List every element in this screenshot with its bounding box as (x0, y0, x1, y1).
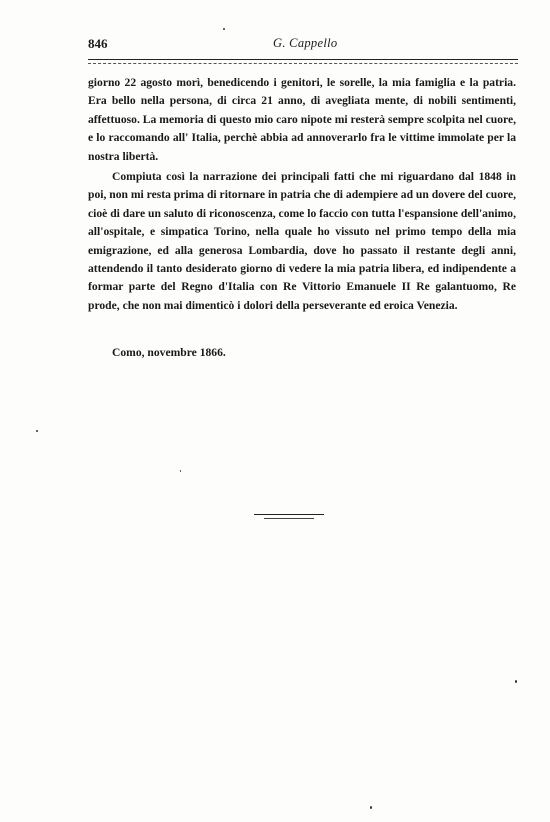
header-rule-thin (88, 63, 518, 64)
header-rule (88, 59, 518, 60)
paragraph-closing-remarks: Compiuta così la narrazione dei principali fatti che mi riguardano dal 1848 in poi, non mi resta prima di ritornare in patria che di adempiere ad un dovere del cuore, cioè di dare un saluto di riconoscenza, come lo faccio con tutta l'espansione dell'animo, all'ospitale, e simpatica Torino, nella quale ho vissuto nel primo tempo della mia emigrazione, ed alla generosa Lombardia, dove ho passato il restante degli anni, attendendo il tanto desiderato giorno di vedere la mia patria libera, ed indipendente a formar parte del Regno d'Italia con Re Vittorio Emanuele II Re galantuomo, Re prode, che non mai dimenticò i dolori della perseverante ed eroica Venezia. (88, 170, 516, 312)
end-rule-thin (264, 518, 314, 519)
print-speck (36, 430, 38, 432)
page-number: 846 (88, 36, 108, 51)
end-rule (254, 514, 324, 515)
running-head: G. Cappello (273, 36, 338, 50)
print-speck (370, 806, 372, 809)
paragraph-continuation: giorno 22 agosto morì, benedicendo i genitori, le sorelle, la mia famiglia e la patria. Era bello nella persona, di circa 21 anno, di avegliata mente, di nobili sentimenti, affettuoso. La memoria di questo mio caro nipote mi resterà sempre scolpita nel cuore, e lo raccomando all' Italia, perchè abbia ad annoverarlo fra le vittime immolate per la nostra libertà. (88, 76, 516, 163)
page-header (88, 36, 518, 56)
print-speck (515, 680, 517, 683)
body-text (88, 74, 516, 315)
dateline: Como, novembre 1866. (112, 346, 226, 359)
print-speck (180, 470, 181, 472)
print-speck (223, 28, 225, 30)
